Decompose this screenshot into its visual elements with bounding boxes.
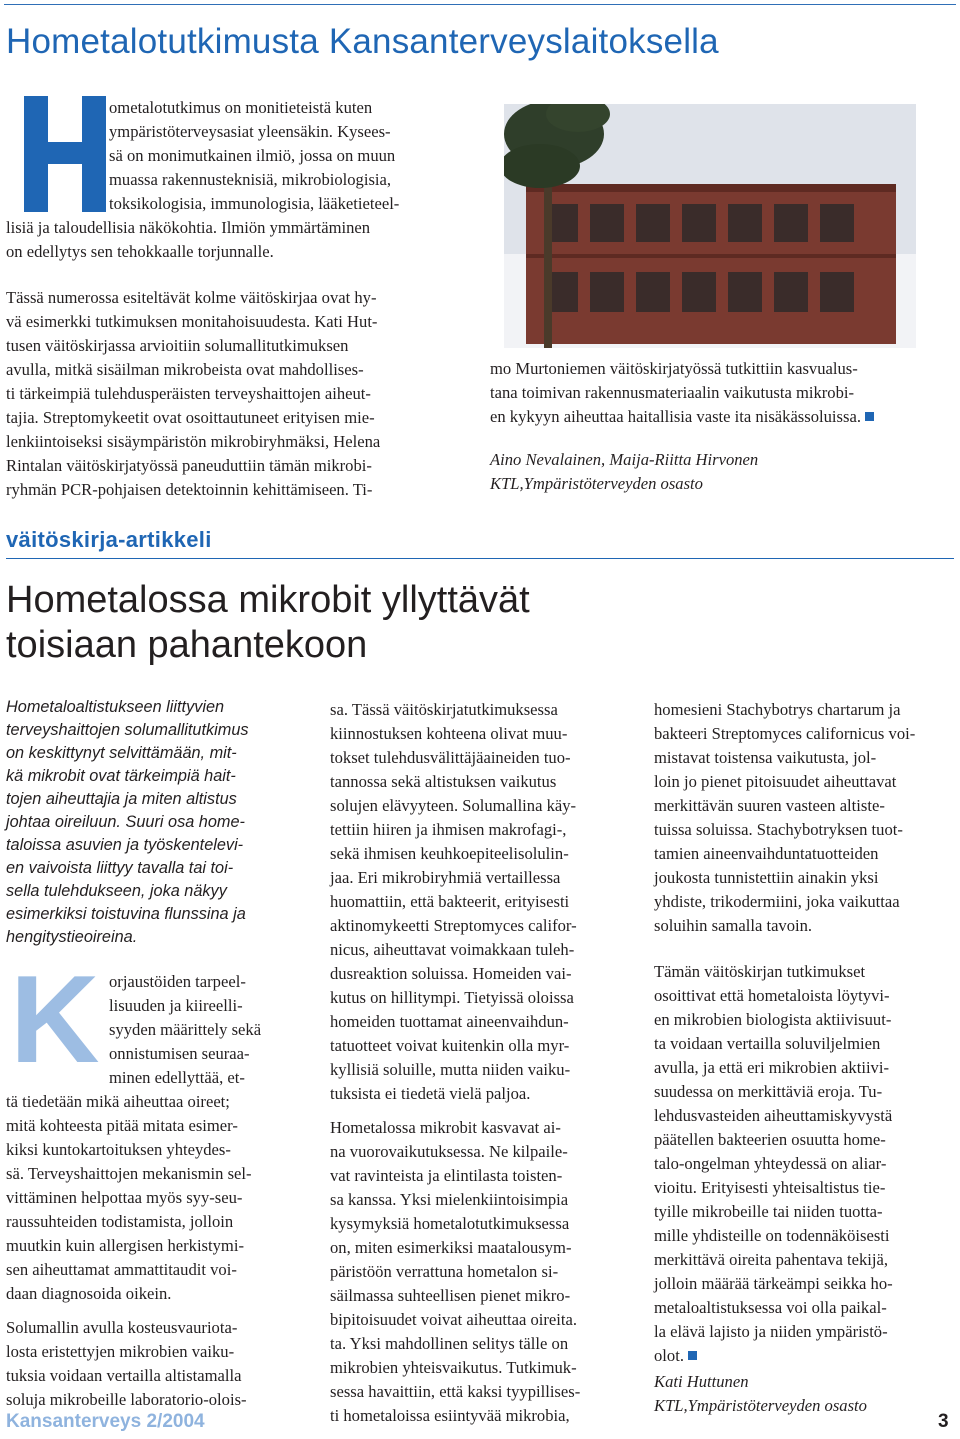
body-line: avulla, ja että eri mikrobien aktiivi- [654,1058,889,1077]
body-line: mistavat toistensa vaikutusta, jol- [654,748,877,767]
body-line: metaloaltistuksessa voi olla paikal- [654,1298,887,1317]
body-line: suudessa on merkittäviä eroja. Tu- [654,1082,883,1101]
body-line: päätellen bakteerien osuutta home- [654,1130,886,1149]
body-line: Hometalossa mikrobit kasvavat ai- [330,1118,561,1137]
body-line: bakteeri Streptomyces californicus voi- [654,724,916,743]
body-line: tyille mikrobeille tai niiden tuotta- [654,1202,883,1221]
body-line: mikrobien yhteisvaikutus. Tutkimuk- [330,1358,577,1377]
body-line: on, miten esimerkiksi maatalousym- [330,1238,572,1257]
intro-line: ti tärkeimpiä tulehdusperäisten terveyshaittojen aiheut- [6,384,371,403]
body-line: olot. [654,1344,697,1368]
body-line: losta eristettyjen mikrobien vaiku- [6,1342,235,1361]
body-line: minen edellyttää, et- [109,1068,245,1087]
body-line: syyden määrittely sekä [109,1020,262,1039]
intro-author: Aino Nevalainen, Maija-Riitta Hirvonen [490,450,759,469]
body-line: tä tiedetään mikä aiheuttaa oireet; [6,1092,230,1111]
body-line: huomattiin, että bakteerit, erityisesti [330,892,570,911]
intro-line: Tässä numerossa esiteltävät kolme väitöskirjaa ovat hy- [6,288,377,307]
intro-line: mo Murtoniemen väitöskirjatyössä tutkittiin kasvualus- [490,359,858,378]
section-label: väitöskirja-artikkeli [6,527,212,552]
body-line: kiksi kuntokartoituksen yhteydes- [6,1140,231,1159]
body-line: homesieni Stachybotrys chartarum ja [654,700,901,719]
body-line: vat ravinteista ja elintilasta toisten- [330,1166,563,1185]
publication-footer: Kansanterveys 2/2004 [6,1411,205,1432]
body-line: merkittävän suuren vasteen altiste- [654,796,885,815]
body-line: osoittivat että hometaloista löytyvi- [654,986,890,1005]
body-line: sa kanssa. Yksi mielenkiintoisimpia [330,1190,569,1209]
intro-line: tajia. Streptomykeetit ovat osoittautuneet erityisen mie- [6,408,375,427]
intro-line: toksikologisia, immunologisia, lääketieteel- [109,194,400,213]
body-line: talo-ongelman yhteydessä on aliar- [654,1154,887,1173]
end-square-icon [865,412,874,421]
body-line: bipitoisuudet voivat aiheuttaa oireita. [330,1310,577,1329]
body-line: mille yhdisteille on todennäköisesti [654,1226,890,1245]
body-line: mitä kohteesta pitää mitata esimer- [6,1116,238,1135]
body-line: vioitu. Erityisesti yhteisaltistus tie- [654,1178,886,1197]
body-line: Tämän väitöskirjan tutkimukset [654,962,866,981]
body-line: tokset tulehdusvälittäjäaineiden tuo- [330,748,571,767]
body-line: solujen elävyyteen. Solumallina käy- [330,796,577,815]
body-line: soluja mikrobeille laboratorio-olois- [6,1390,247,1409]
body-line: kysymyksiä hometalotutkimuksessa [330,1214,570,1233]
intro-line: lisiä ja taloudellisia näkökohtia. Ilmiön ymmärtäminen [6,218,371,237]
body-line: na vuorovaikutuksessa. Ne kilpaile- [330,1142,568,1161]
body-line: tamien aineenvaihduntatuotteiden [654,844,879,863]
intro-line: ympäristöterveysasiat yleensäkin. Kysees- [109,122,391,141]
body-line: säilmassa suhteellisen pienet mikro- [330,1286,571,1305]
intro-line: on edellytys sen tehokkaalle torjunnalle. [6,242,274,261]
article-author-affiliation: KTL,Ympäristöterveyden osasto [654,1396,867,1415]
intro-line: en kykyyn aiheuttaa haitallisia vaste ita nisäkässoluissa. [490,405,874,429]
body-line: raussuhteiden todistamista, jolloin [6,1212,234,1231]
body-line: la elävä lajisto ja niiden ympäristö- [654,1322,888,1341]
body-line: tannossa sekä altistuksen vaikutus [330,772,557,791]
body-line: daan diagnosoida oikein. [6,1284,172,1303]
body-line: merkittävä oireita pahentava tekijä, [654,1250,889,1269]
body-line: tuissa soluissa. Stachybotryksen tuot- [654,820,903,839]
body-line: jaa. Eri mikrobiryhmiä vertaillessa [330,868,561,887]
building-photo [504,104,916,348]
body-line: sa. Tässä väitöskirjatutkimuksessa [330,700,558,719]
body-line: joukosta tunnistettiin ainakin yksi [654,868,879,887]
body-line: ti hometaloissa esiintyvää mikrobia, [330,1406,570,1425]
body-line: lisuuden ja kiireelli- [109,996,243,1015]
top-rule [4,4,956,5]
body-line: sä. Terveyshaittojen mekanismin sel- [6,1164,252,1183]
body-line: dusreaktion soluissa. Homeiden vai- [330,964,572,983]
body-line: tuksia voidaan vertailla altistamalla [6,1366,242,1385]
body-line: tettiin hiiren ja ihmisen makrofagi-, [330,820,567,839]
body-line: ta voidaan vertailla soluviljelmien [654,1034,881,1053]
dropcap-k [10,972,106,1066]
body-line: sekä ihmisen keuhkoepiteelisolulin- [330,844,569,863]
body-line: sessa havaittiin, että kaksi tyypillises- [330,1382,581,1401]
body-line: Solumallin avulla kosteusvauriota- [6,1318,238,1337]
intro-line: sä on monimutkainen ilmiö, jossa on muun [109,146,396,165]
body-line: soluihin samalla tavoin. [654,916,813,935]
body-line: orjaustöiden tarpeel- [109,972,246,991]
intro-line: tusen väitöskirjassa arvioitiin solumallitutkimuksen [6,336,349,355]
article-author: Kati Huttunen [654,1372,749,1391]
body-line: jolloin määrää tärkeämpi seikka ho- [654,1274,893,1293]
body-line: muutkin kuin allergisen herkistymi- [6,1236,244,1255]
page-number: 3 [938,1411,949,1432]
body-line: yhdiste, trikodermiini, joka vaikuttaa [654,892,900,911]
intro-line: vä esimerkki tutkimuksen monitahoisuudesta. Kati Hut- [6,312,378,331]
body-line: vittäminen helpottaa myös syy-seu- [6,1188,243,1207]
section-rule [6,558,954,559]
body-line: tuksista ei tiedetä vielä paljoa. [330,1084,531,1103]
body-line: en mikrobien biologista aktiivisuut- [654,1010,892,1029]
intro-line: tana toimivan rakennusmateriaalin vaikutusta mikrobi- [490,383,855,402]
body-line: sen aiheuttamat ammattitaudit voi- [6,1260,237,1279]
body-line: onnistumisen seuraa- [109,1044,250,1063]
body-line: nicus, aiheuttavat voimakkaan tuleh- [330,940,575,959]
intro-line: Rintalan väitöskirjatyössä paneuduttiin tämän mikrobi- [6,456,372,475]
body-line: kutus on hillitympi. Tietyissä oloissa [330,988,574,1007]
intro-line: ometalotutkimus on monitieteistä kuten [109,98,373,117]
intro-line: avulla, mitkä sisäilman mikrobeista ovat mahdollises- [6,360,364,379]
body-line: loin jo pienet pitoisuudet aiheuttavat [654,772,897,791]
end-square-icon [688,1351,697,1360]
intro-line: ryhmän PCR-pohjaisen detektoinnin kehittämiseen. Ti- [6,480,373,499]
body-line: ta. Yksi mahdollinen selitys tälle on [330,1334,569,1353]
article-headline: Hometalossa mikrobit yllyttävät toisiaan pahantekoon [6,579,530,666]
body-line: aktinomykeetti Streptomyces califor- [330,916,577,935]
body-line: päristöön verrattuna hometalon si- [330,1262,559,1281]
intro-author-affiliation: KTL,Ympäristöterveyden osasto [490,474,703,493]
body-line: homeiden tuottamat aineenvaihdun- [330,1012,569,1031]
dropcap-h [24,96,106,212]
svg-text:K: K [10,972,100,1066]
body-line: lehdusvasteiden aiheuttamiskyvystä [654,1106,893,1125]
body-line: kiinnostuksen kohteena olivat muu- [330,724,568,743]
body-line: kyllisiä soluille, mutta niiden vaiku- [330,1060,571,1079]
intro-line: lenkiintoiseksi sisäympäristön mikrobiryhmäksi, Helena [6,432,381,451]
intro-line: muassa rakennusteknisiä, mikrobiologisia, [109,170,392,189]
page-title: Hometalotutkimusta Kansanterveyslaitoksella [6,22,719,61]
body-line: tatuotteet voivat kuitenkin olla myr- [330,1036,570,1055]
article-lead: Hometaloaltistukseen liittyvien terveyshaittojen solumallitutkimus on keskittynyt selvittämään, mit- kä mikrobit ovat tärkeimpiä hait- tojen aiheuttajia ja miten altistus johtaa oireiluun. Suuri osa home- taloissa asuvien ja työskentelevi- en vaivoista liittyy tavalla tai toi- sella tulehdukseen, joka näkyy esimerkiksi toistuvina flunssina ja hengitystieoireina. [6,698,249,946]
